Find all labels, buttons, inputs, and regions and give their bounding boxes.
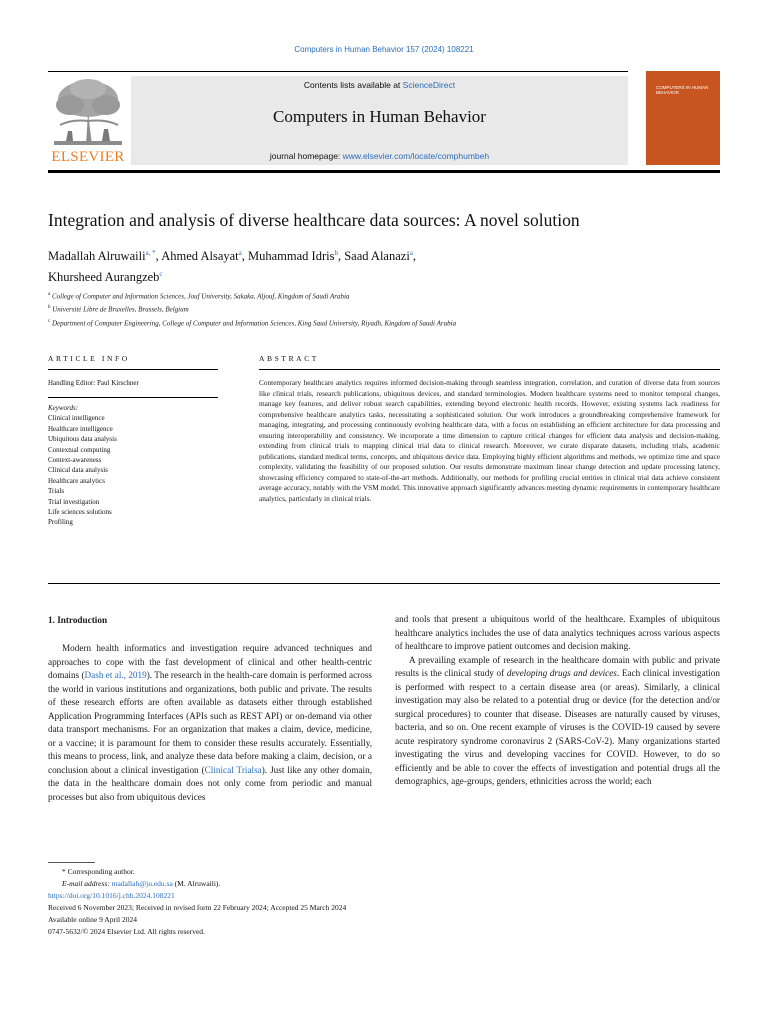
footnote-rule xyxy=(48,862,95,863)
author-list xyxy=(48,244,728,286)
affiliation-marker: c xyxy=(48,318,51,324)
handling-editor: Handling Editor: Paul Kirschner xyxy=(48,379,139,387)
received-dates: Received 6 November 2023; Received in revised form 22 February 2024; Accepted 25 March 2024 xyxy=(48,903,347,912)
citation-link[interactable]: Clinical Trialsa xyxy=(204,764,262,775)
journal-cover-thumbnail[interactable] xyxy=(646,71,720,165)
abstract-rule xyxy=(259,369,720,370)
abstract-text: Contemporary healthcare analytics requires informed decision-making through seamless integration, correlation, and curation of diverse data from sources like clinical trials, research publications, ubiquitous devices, and standard terminologies. Modern healthcare systems need to monitor temporal changes, manage key features, and deliver robust search capabilities, extending beyond electronic health records. However, existing systems lack readiness for comprehensive healthcare analytics tasks, necessitating a sophisticated solution. Our work introduces a groundbreaking comprehensive framework for managing, integrating, and processing continuously evolving healthcare data, with a focus on establishing an efficient architecture for data processing and ensuring interoperability and consistency. We incorporate a time dimension to capture critical changes for efficient data analysis and decision-making, extending from clinical trials to mapping clinical trial data to clinical research. Moreover, we curate disparate datasets, including trials, academic publications, standard medical terms, concepts, and ubiquitous device data. Employing highly efficient algorithms and methods, we optimize time and space complexity, validating the feasibility of our proposed solution. Our results demonstrate maximum linear change detection and update processing latency, showcasing efficiency compared to state-of-the-art methods. Additionally, our methods for profiling crucial entities in clinical trial data achieve consistent average accuracy, notably with the VSM model. This innovative approach significantly advances meeting dynamic requirements in contemporary healthcare analytics, particularly in clinical trials. xyxy=(259,378,720,503)
author-name[interactable]: Madallah Alruwaili xyxy=(48,249,146,264)
affiliation-text: Université Libre de Bruxelles, Brussels, Belgium xyxy=(52,305,189,314)
body-right-column xyxy=(395,613,720,789)
cover-title-text: COMPUTERS IN HUMAN BEHAVIOR xyxy=(656,85,709,95)
keyword-item[interactable]: Contextual computing xyxy=(48,445,111,454)
citation-link[interactable]: Dash et al., 2019 xyxy=(84,670,147,680)
keywords-list xyxy=(48,413,218,527)
keyword-item[interactable]: Profiling xyxy=(48,518,73,527)
journal-citation-link[interactable]: Computers in Human Behavior 157 (2024) 108221 xyxy=(294,45,474,54)
keyword-item[interactable]: Clinical data analysis xyxy=(48,466,108,475)
author-affiliation-marker[interactable]: a xyxy=(409,249,413,257)
copyright-line: 0747-5632/© 2024 Elsevier Ltd. All rights reserved. xyxy=(48,927,205,936)
contents-prefix: Contents lists available at xyxy=(303,80,403,90)
elsevier-wordmark: ELSEVIER xyxy=(51,149,125,165)
footnotes xyxy=(48,866,728,938)
abstract-bottom-rule xyxy=(48,583,720,584)
body-paragraph xyxy=(48,642,372,804)
keyword-item[interactable]: Clinical intelligence xyxy=(48,414,105,423)
article-info-rule-2 xyxy=(48,397,218,398)
author-separator: , xyxy=(412,249,417,264)
affiliation-text: College of Computer and Information Sciences, Jouf University, Sakaka, Aljouf, Kingdom of Saudi Arabia xyxy=(51,292,350,301)
text-run: Modern health informatics and investigation require advanced techniques and approaches to cope with the fast development of clinical and other health-centric domains ( xyxy=(48,643,372,680)
author-separator: , xyxy=(337,249,345,264)
author-name[interactable]: Muhammad Idris xyxy=(248,249,335,264)
author-affiliation-marker[interactable]: a xyxy=(238,249,242,257)
affiliation-marker: a xyxy=(48,292,51,297)
keyword-item[interactable]: Trial investigation xyxy=(48,497,100,506)
doi-link[interactable]: https://doi.org/10.1016/j.chb.2024.108221 xyxy=(48,891,175,900)
sciencedirect-link[interactable]: ScienceDirect xyxy=(402,80,456,90)
journal-title: Computers in Human Behavior xyxy=(273,107,486,126)
affiliations xyxy=(48,289,728,329)
keyword-item[interactable]: Healthcare intelligence xyxy=(48,424,113,433)
author-affiliation-marker[interactable]: a, * xyxy=(145,249,156,257)
article-info-rule xyxy=(48,369,218,370)
affiliation-item xyxy=(48,316,728,329)
header-top-rule xyxy=(48,71,628,72)
keyword-item[interactable]: Trials xyxy=(48,487,65,496)
affiliation-text: Department of Computer Engineering, College of Computer and Information Sciences, King Saud University, Riyadh, Kingdom of Saudi Arabia xyxy=(51,318,457,327)
author-name[interactable]: Khursheed Aurangzeb xyxy=(48,270,160,285)
available-online: Available online 9 April 2024 xyxy=(48,915,138,924)
body-paragraph: and tools that present a ubiquitous world of the healthcare. Examples of ubiquitous healthcare analytics includes the use of data analytics techniques across various aspects of healthcare to improve patient outcomes and decision making. xyxy=(395,614,720,651)
author-separator: , xyxy=(241,249,248,264)
keywords-block xyxy=(48,403,218,528)
body-left-column xyxy=(48,642,372,804)
author-separator: , xyxy=(155,249,162,264)
keyword-item[interactable]: Context-awareness xyxy=(48,456,102,465)
article-info-heading: ARTICLE INFO xyxy=(48,354,130,363)
affiliation-item xyxy=(48,302,728,315)
homepage-line xyxy=(131,151,628,161)
author-name[interactable]: Ahmed Alsayat xyxy=(161,249,239,264)
header-bottom-rule xyxy=(48,170,720,173)
text-run: ). Just like any other domain, the data in the healthcare domain does not only come from periodic and manual processes but also from ubiquitous devices xyxy=(48,764,372,802)
paper-title: Integration and analysis of diverse healthcare data sources: A novel solution xyxy=(48,210,580,230)
keyword-item[interactable]: Ubiquitous data analysis xyxy=(48,435,117,444)
email-note xyxy=(48,878,728,890)
body-paragraph xyxy=(395,654,720,789)
email-link[interactable]: madallah@ju.edu.sa xyxy=(111,879,173,888)
keyword-item[interactable]: Life sciences solutions xyxy=(48,508,112,517)
keyword-item[interactable]: Healthcare analytics xyxy=(48,476,105,485)
author-name[interactable]: Saad Alanazi xyxy=(344,249,410,264)
emphasis-text: developing drugs and devices xyxy=(506,668,617,678)
contents-line xyxy=(131,80,628,90)
corresponding-author-note: * Corresponding author. xyxy=(62,867,135,876)
keywords-label: Keywords: xyxy=(48,404,79,412)
homepage-link[interactable]: www.elsevier.com/locate/comphumbeh xyxy=(342,151,490,161)
text-run: . Each clinical investigation is performed with respect to a certain disease area (or areas). Similarly, a clinical investigation may also be related to a potential drug or device (for the detection and/or surgical procedures) to counter that disease. Diseases are naturally caused by viruses, bacteria, and so on. One recent example of viruses is the COVID-19 caused by severe acute respiratory syndrome coronavirus 2 (SARS-CoV-2). Many organizations started investigating the virus and developing vaccines for COVID. However, to do so efficiently and be able to cover the effects of investigation and potential drugs all the demographics, age-groups, genders, ethnicities across the world; each xyxy=(395,668,720,786)
affiliation-marker: b xyxy=(48,305,51,311)
homepage-prefix: journal homepage: xyxy=(269,151,343,161)
email-label: E-mail address: xyxy=(62,879,112,888)
text-run: A prevailing example of research in the healthcare domain with public and private results is the clinical study of xyxy=(395,654,720,678)
author-affiliation-marker[interactable]: b xyxy=(334,249,338,257)
section-heading-introduction: 1. Introduction xyxy=(48,615,108,625)
email-suffix: (M. Alruwaili). xyxy=(172,879,221,888)
affiliation-item xyxy=(48,289,728,302)
text-run: ). The research in the health-care domain is performed across the world in various institutions and organizations, both public and private. The results of these research efforts are often available as datasets either through established Application Programming Interfaces (APIs such as REST API) or on-demand via other data transport mechanisms. For an organization that makes a claim, device, medicine, or a vaccine; it is paramount for them to consider these results accurately. Essentially, this means to process, link, and analyze these data before making a claim, decision, or a conclusion about a clinical investigation ( xyxy=(48,670,372,775)
author-affiliation-marker[interactable]: c xyxy=(159,270,163,279)
abstract-heading: ABSTRACT xyxy=(259,354,319,363)
